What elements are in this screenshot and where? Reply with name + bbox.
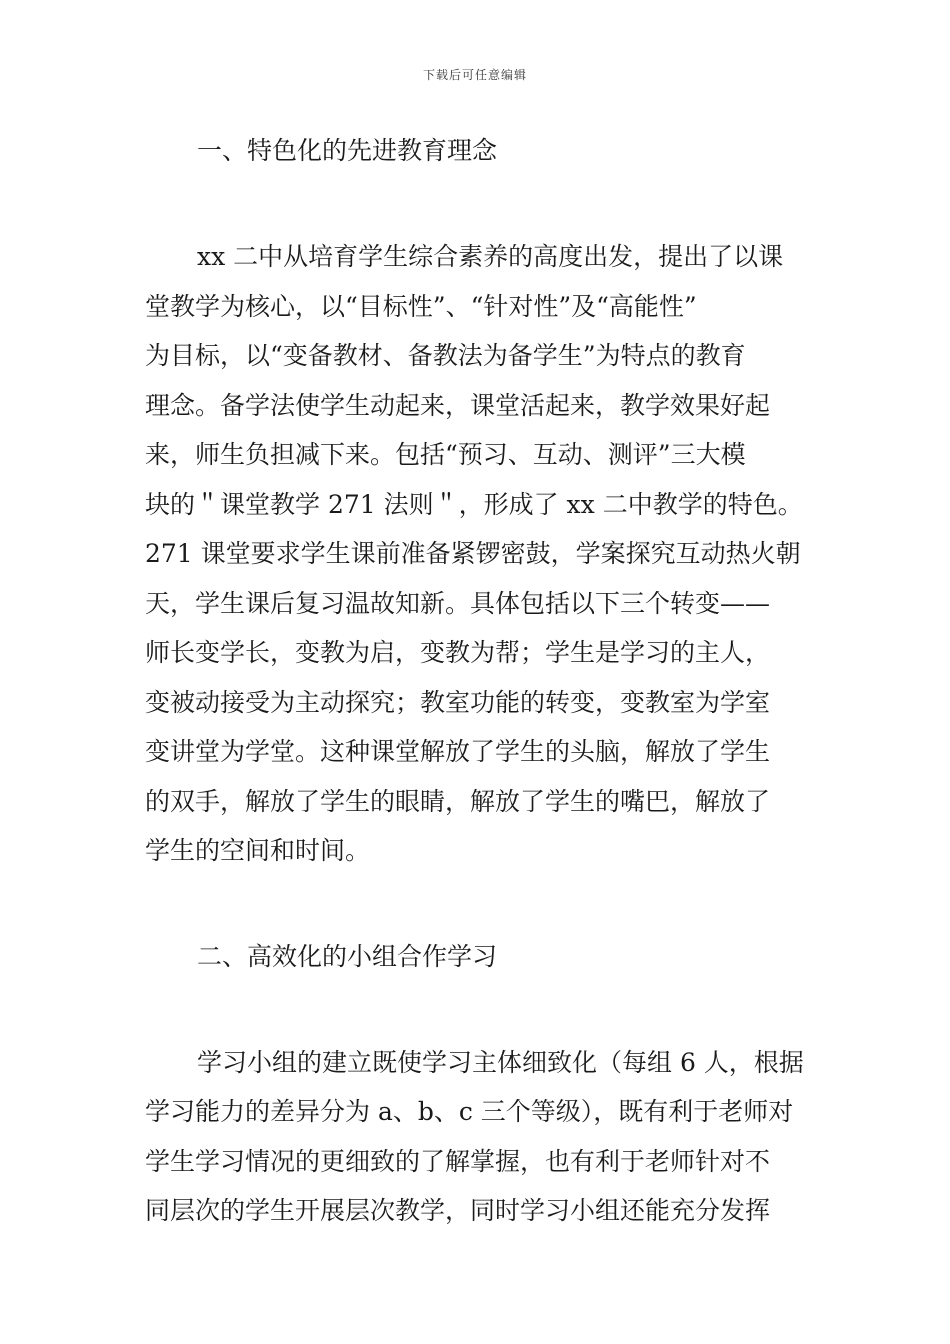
paragraph-line: 变讲堂为学堂。这种课堂解放了学生的头脑，解放了学生 (145, 737, 771, 766)
paragraph-line: 学习小组的建立既使学习主体细致化（每组 6 人，根据 (197, 1047, 804, 1077)
document-body (145, 128, 810, 1236)
paragraph-line: 块的＂课堂教学 271 法则＂，形成了 xx 二中教学的特色。 (145, 489, 803, 519)
paragraph-line: 学生学习情况的更细致的了解掌握，也有利于老师针对不 (145, 1146, 771, 1176)
section-heading-2: 二、高效化的小组合作学习 (197, 941, 498, 971)
section-paragraph-2 (145, 1038, 810, 1236)
section-paragraph-1 (145, 232, 810, 876)
paragraph-line: 师长变学长，变教为启，变教为帮；学生是学习的主人， (145, 638, 771, 667)
paragraph-line: 为目标，以“变备教材、备教法为备学生”为特点的教育 (145, 341, 746, 370)
paragraph-line: 天，学生课后复习温故知新。具体包括以下三个转变—— (145, 588, 771, 618)
paragraph-line: xx 二中从培育学生综合素养的高度出发，提出了以课 (197, 242, 784, 271)
paragraph-line: 的双手，解放了学生的眼睛，解放了学生的嘴巴，解放了 (145, 786, 771, 816)
paragraph-line: 271 课堂要求学生课前准备紧锣密鼓，学案探究互动热火朝 (145, 539, 801, 568)
paragraph-line: 来，师生负担减下来。包括“预习、互动、测评”三大模 (145, 440, 746, 469)
paragraph-line: 堂教学为核心，以“目标性”、“针对性”及“高能性” (145, 291, 697, 321)
header-note: 下载后可任意编辑 (422, 68, 527, 82)
paragraph-line: 变被动接受为主动探究；教室功能的转变，变教室为学室 (145, 687, 771, 717)
paragraph-line: 学生的空间和时间。 (145, 836, 371, 865)
paragraph-line: 理念。备学法使学生动起来，课堂活起来，教学效果好起 (145, 390, 771, 420)
paragraph-line: 学习能力的差异分为 a、b、c 三个等级），既有利于老师对 (145, 1097, 794, 1126)
section-heading-1: 一、特色化的先进教育理念 (197, 136, 498, 165)
paragraph-line: 同层次的学生开展层次教学，同时学习小组还能充分发挥 (145, 1196, 771, 1225)
